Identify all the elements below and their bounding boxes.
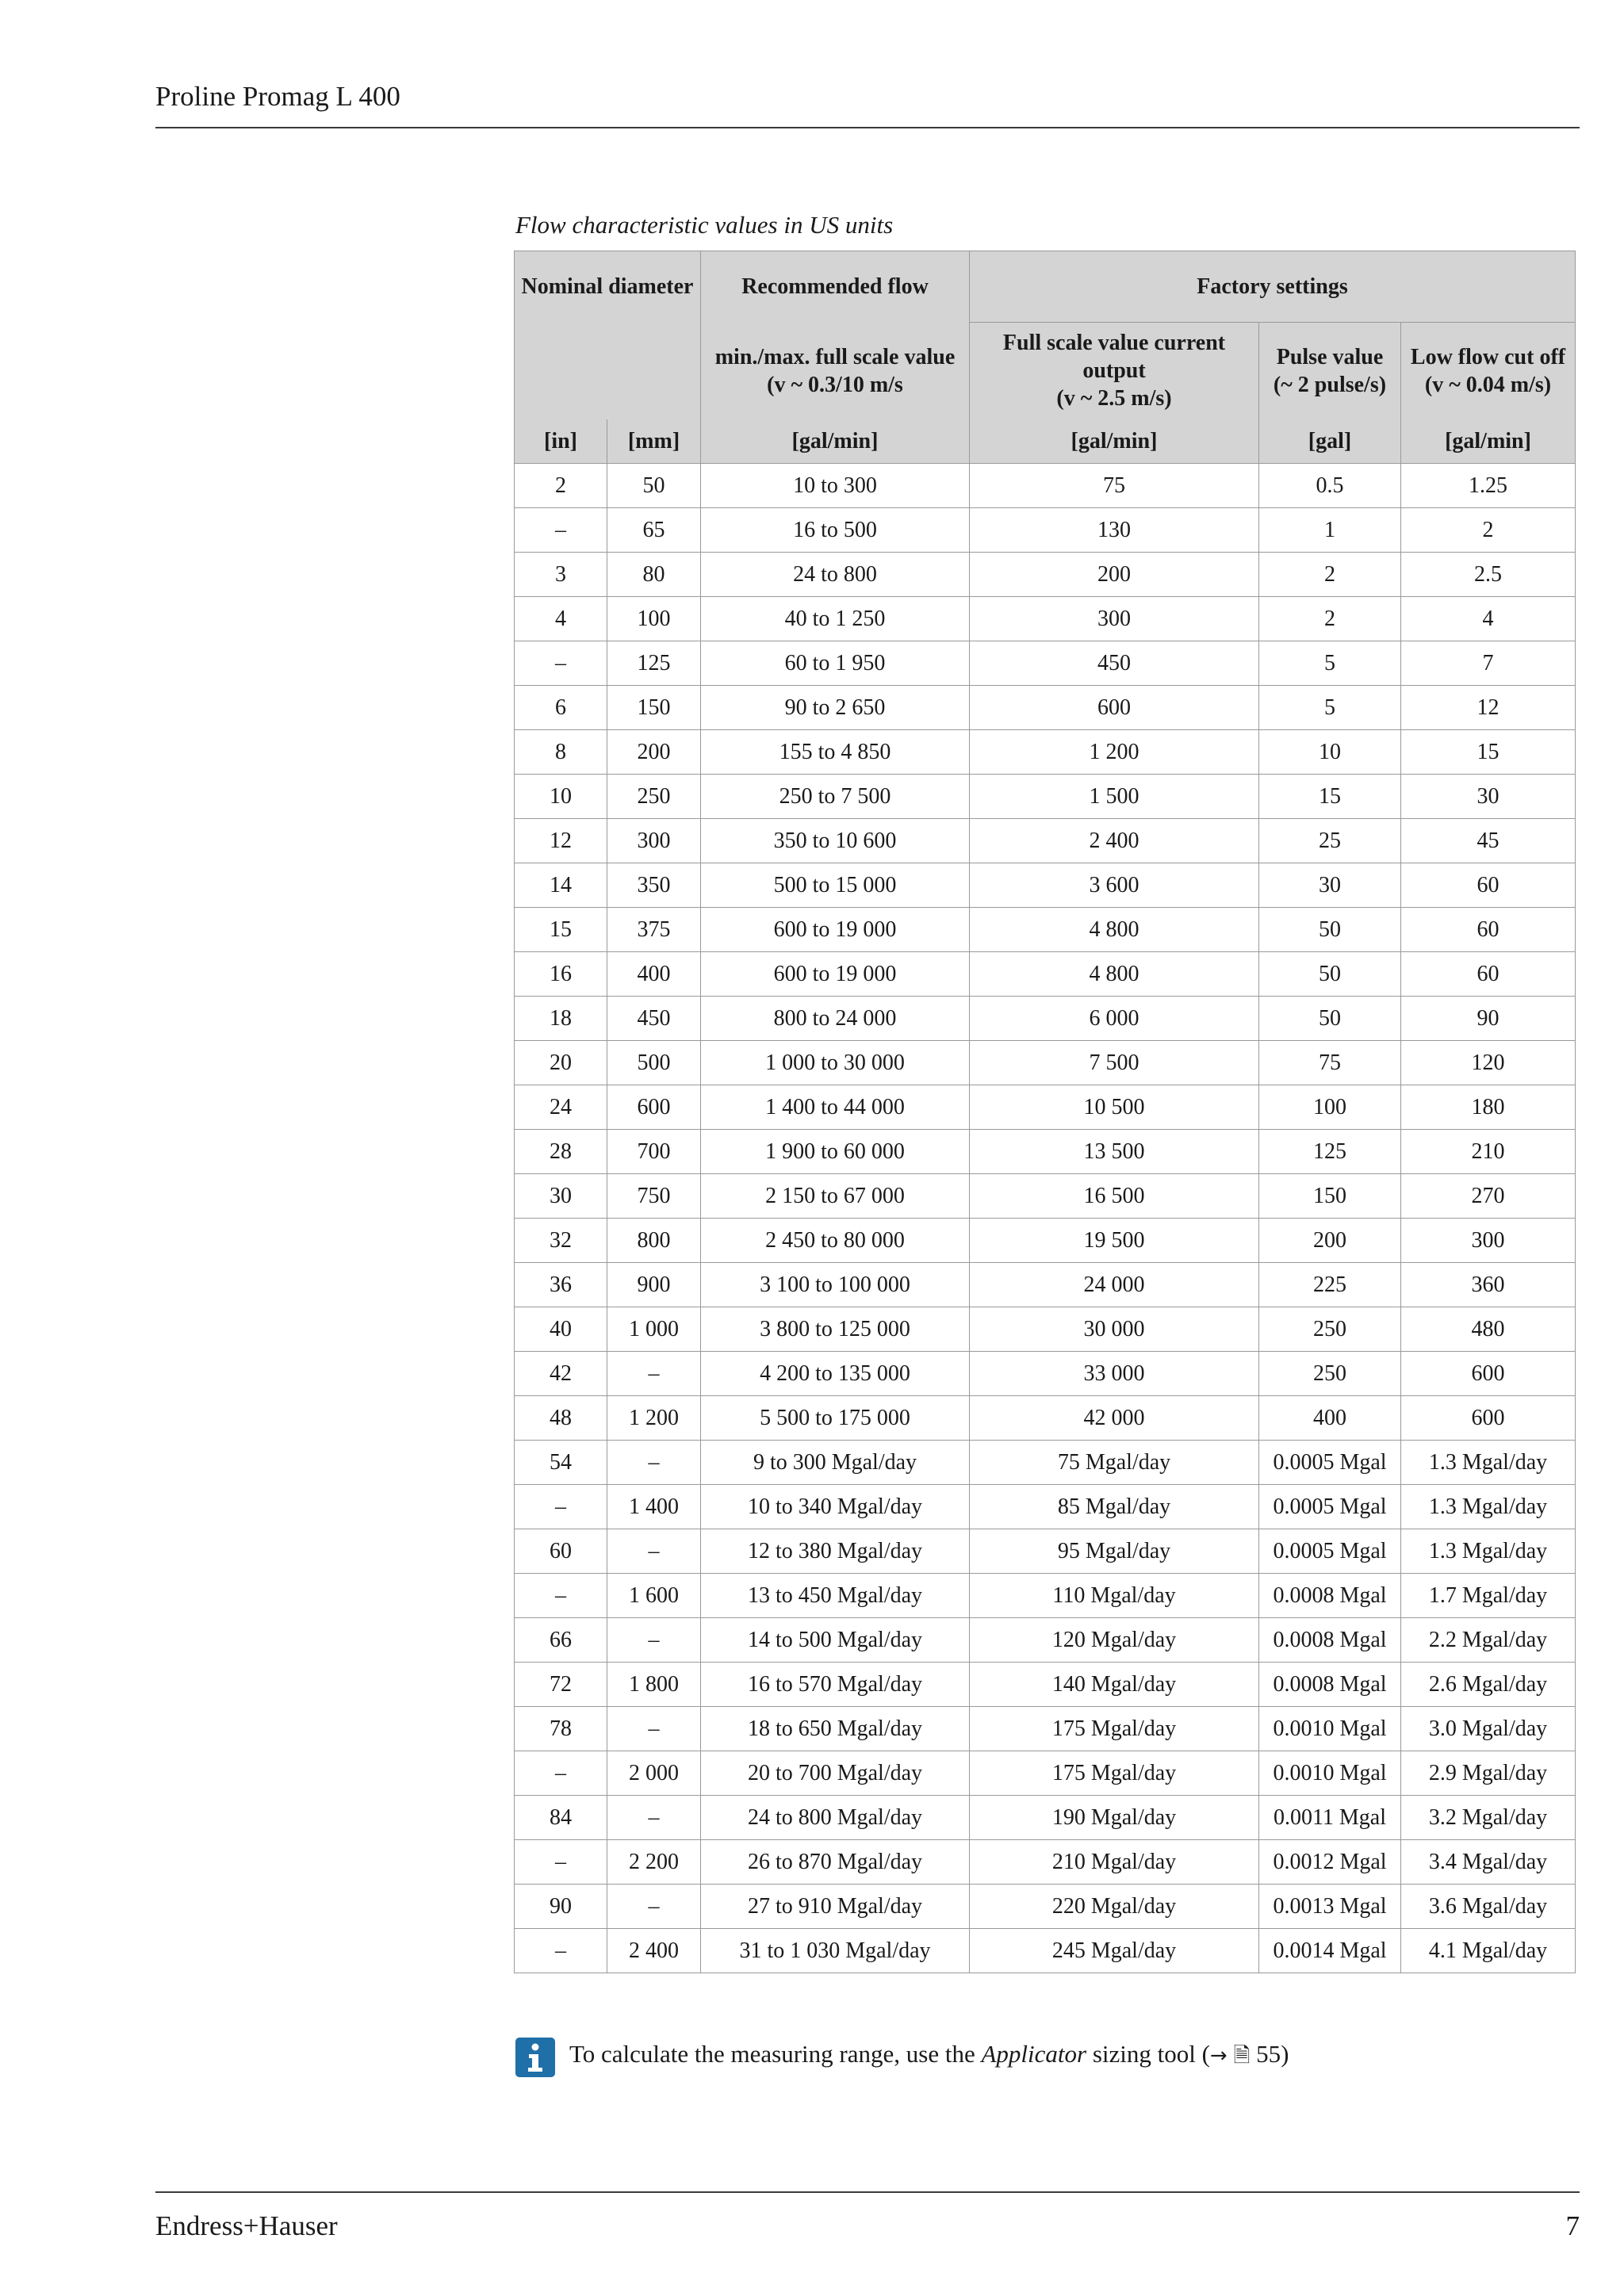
cell-nominal-in: 60 <box>515 1529 607 1574</box>
info-icon-glyph <box>522 2042 549 2072</box>
cell-full-scale-range: 24 to 800 Mgal/day <box>701 1796 970 1840</box>
cell-nominal-mm: 1 000 <box>607 1307 701 1352</box>
cell-low-flow-cutoff: 90 <box>1401 997 1576 1041</box>
cell-nominal-in: 54 <box>515 1441 607 1485</box>
info-icon <box>515 2038 555 2077</box>
cell-full-scale-range: 10 to 300 <box>701 464 970 508</box>
cell-low-flow-cutoff: 1.3 Mgal/day <box>1401 1485 1576 1529</box>
table-row <box>515 641 1576 686</box>
cell-nominal-mm: – <box>607 1618 701 1663</box>
cell-low-flow-cutoff: 3.0 Mgal/day <box>1401 1707 1576 1751</box>
table-row <box>515 1041 1576 1085</box>
cell-nominal-in: 36 <box>515 1263 607 1307</box>
cell-low-flow-cutoff: 3.2 Mgal/day <box>1401 1796 1576 1840</box>
cell-nominal-in: 14 <box>515 863 607 908</box>
cell-nominal-mm: 800 <box>607 1219 701 1263</box>
cell-full-scale-current: 30 000 <box>970 1307 1259 1352</box>
cell-nominal-in: 16 <box>515 952 607 997</box>
cell-full-scale-current: 450 <box>970 641 1259 686</box>
cell-full-scale-current: 75 <box>970 464 1259 508</box>
cell-nominal-mm: 65 <box>607 508 701 553</box>
cell-pulse-value: 2 <box>1259 553 1401 597</box>
cell-nominal-in: 2 <box>515 464 607 508</box>
note-after: sizing tool ( <box>1086 2039 1210 2068</box>
cell-pulse-value: 150 <box>1259 1174 1401 1219</box>
cell-nominal-in: 18 <box>515 997 607 1041</box>
cell-full-scale-range: 20 to 700 Mgal/day <box>701 1751 970 1796</box>
cell-pulse-value: 0.5 <box>1259 464 1401 508</box>
cell-low-flow-cutoff: 3.6 Mgal/day <box>1401 1885 1576 1929</box>
cell-full-scale-range: 12 to 380 Mgal/day <box>701 1529 970 1574</box>
cell-pulse-value: 5 <box>1259 686 1401 730</box>
cell-full-scale-range: 14 to 500 Mgal/day <box>701 1618 970 1663</box>
th-pulse-label: Pulse value <box>1276 344 1384 369</box>
cell-pulse-value: 225 <box>1259 1263 1401 1307</box>
cell-nominal-in: 90 <box>515 1885 607 1929</box>
cell-full-scale-current: 7 500 <box>970 1041 1259 1085</box>
cell-low-flow-cutoff: 2 <box>1401 508 1576 553</box>
cell-nominal-mm: 450 <box>607 997 701 1041</box>
table-body <box>515 464 1576 1973</box>
cell-full-scale-current: 120 Mgal/day <box>970 1618 1259 1663</box>
footer-rule <box>155 2191 1580 2193</box>
table-row <box>515 1219 1576 1263</box>
cell-low-flow-cutoff: 1.25 <box>1401 464 1576 508</box>
cell-low-flow-cutoff: 2.6 Mgal/day <box>1401 1663 1576 1707</box>
cell-pulse-value: 15 <box>1259 775 1401 819</box>
table-row <box>515 1796 1576 1840</box>
cell-nominal-in: 12 <box>515 819 607 863</box>
cell-low-flow-cutoff: 1.3 Mgal/day <box>1401 1529 1576 1574</box>
th-unit-mm: [mm] <box>607 419 701 464</box>
footer-page-number: 7 <box>1565 2210 1580 2241</box>
cell-full-scale-range: 16 to 570 Mgal/day <box>701 1663 970 1707</box>
cell-nominal-mm: – <box>607 1352 701 1396</box>
th-unit-pulse: [gal] <box>1259 419 1401 464</box>
cell-low-flow-cutoff: 60 <box>1401 863 1576 908</box>
cell-nominal-mm: – <box>607 1529 701 1574</box>
cell-nominal-mm: 1 400 <box>607 1485 701 1529</box>
cell-nominal-mm: 400 <box>607 952 701 997</box>
cell-full-scale-range: 500 to 15 000 <box>701 863 970 908</box>
table-row <box>515 908 1576 952</box>
th-minmax-label: min./max. full scale value <box>714 344 956 369</box>
table-row <box>515 1441 1576 1485</box>
cell-full-scale-range: 155 to 4 850 <box>701 730 970 775</box>
cell-nominal-mm: 700 <box>607 1130 701 1174</box>
cell-nominal-in: – <box>515 1929 607 1973</box>
cell-nominal-in: 3 <box>515 553 607 597</box>
cell-full-scale-range: 13 to 450 Mgal/day <box>701 1574 970 1618</box>
th-pulse-rate: (~ 2 pulse/s) <box>1273 372 1387 397</box>
cell-full-scale-current: 600 <box>970 686 1259 730</box>
note-before: To calculate the measuring range, use the <box>569 2039 982 2068</box>
cell-full-scale-range: 31 to 1 030 Mgal/day <box>701 1929 970 1973</box>
cell-nominal-in: 48 <box>515 1396 607 1441</box>
cell-nominal-mm: – <box>607 1885 701 1929</box>
th-unit-in: [in] <box>515 419 607 464</box>
cell-nominal-in: 20 <box>515 1041 607 1085</box>
cell-nominal-mm: 1 800 <box>607 1663 701 1707</box>
cell-full-scale-current: 110 Mgal/day <box>970 1574 1259 1618</box>
cell-pulse-value: 0.0010 Mgal <box>1259 1751 1401 1796</box>
cell-low-flow-cutoff: 7 <box>1401 641 1576 686</box>
cell-nominal-mm: 250 <box>607 775 701 819</box>
cell-pulse-value: 0.0005 Mgal <box>1259 1441 1401 1485</box>
cell-pulse-value: 75 <box>1259 1041 1401 1085</box>
cell-full-scale-range: 250 to 7 500 <box>701 775 970 819</box>
th-lowflow <box>1401 323 1576 419</box>
th-lowflow-velocity: (v ~ 0.04 m/s) <box>1424 372 1552 397</box>
th-unit-fullscale: [gal/min] <box>970 419 1259 464</box>
cell-nominal-mm: 2 400 <box>607 1929 701 1973</box>
table-row <box>515 1307 1576 1352</box>
cell-low-flow-cutoff: 210 <box>1401 1130 1576 1174</box>
th-lowflow-label: Low flow cut off <box>1410 344 1566 369</box>
cell-low-flow-cutoff: 4 <box>1401 597 1576 641</box>
table-row <box>515 1396 1576 1441</box>
cell-pulse-value: 0.0008 Mgal <box>1259 1618 1401 1663</box>
cell-nominal-mm: 900 <box>607 1263 701 1307</box>
cell-nominal-mm: 50 <box>607 464 701 508</box>
th-factory-settings: Factory settings <box>970 251 1576 323</box>
cell-nominal-in: – <box>515 1840 607 1885</box>
cell-full-scale-range: 26 to 870 Mgal/day <box>701 1840 970 1885</box>
cell-pulse-value: 0.0010 Mgal <box>1259 1707 1401 1751</box>
cell-nominal-mm: 2 000 <box>607 1751 701 1796</box>
cell-low-flow-cutoff: 12 <box>1401 686 1576 730</box>
cell-full-scale-range: 10 to 340 Mgal/day <box>701 1485 970 1529</box>
cell-nominal-in: 32 <box>515 1219 607 1263</box>
cell-full-scale-current: 245 Mgal/day <box>970 1929 1259 1973</box>
table-row <box>515 1529 1576 1574</box>
table-row <box>515 1751 1576 1796</box>
th-recommended-flow: Recommended flow <box>701 251 970 323</box>
cell-full-scale-range: 2 150 to 67 000 <box>701 1174 970 1219</box>
cell-full-scale-current: 300 <box>970 597 1259 641</box>
cell-full-scale-current: 190 Mgal/day <box>970 1796 1259 1840</box>
cell-nominal-mm: 350 <box>607 863 701 908</box>
th-pulse <box>1259 323 1401 419</box>
cell-nominal-in: 42 <box>515 1352 607 1396</box>
cell-full-scale-current: 19 500 <box>970 1219 1259 1263</box>
cell-full-scale-range: 1 400 to 44 000 <box>701 1085 970 1130</box>
cell-nominal-mm: 1 200 <box>607 1396 701 1441</box>
cell-full-scale-range: 800 to 24 000 <box>701 997 970 1041</box>
th-fullscale <box>970 323 1259 419</box>
cell-low-flow-cutoff: 2.9 Mgal/day <box>1401 1751 1576 1796</box>
cell-full-scale-current: 200 <box>970 553 1259 597</box>
cell-nominal-in: 30 <box>515 1174 607 1219</box>
cell-pulse-value: 30 <box>1259 863 1401 908</box>
cell-full-scale-current: 175 Mgal/day <box>970 1751 1259 1796</box>
cell-pulse-value: 0.0012 Mgal <box>1259 1840 1401 1885</box>
cell-full-scale-range: 600 to 19 000 <box>701 908 970 952</box>
cell-pulse-value: 200 <box>1259 1219 1401 1263</box>
cell-pulse-value: 10 <box>1259 730 1401 775</box>
cell-full-scale-current: 16 500 <box>970 1174 1259 1219</box>
cell-full-scale-current: 42 000 <box>970 1396 1259 1441</box>
cell-low-flow-cutoff: 180 <box>1401 1085 1576 1130</box>
th-nominal-diameter: Nominal diameter <box>515 251 701 323</box>
cell-full-scale-current: 220 Mgal/day <box>970 1885 1259 1929</box>
cell-full-scale-range: 27 to 910 Mgal/day <box>701 1885 970 1929</box>
table-row <box>515 1618 1576 1663</box>
cell-full-scale-range: 40 to 1 250 <box>701 597 970 641</box>
cell-nominal-mm: 150 <box>607 686 701 730</box>
cell-low-flow-cutoff: 2.5 <box>1401 553 1576 597</box>
cell-full-scale-current: 33 000 <box>970 1352 1259 1396</box>
cell-low-flow-cutoff: 1.3 Mgal/day <box>1401 1441 1576 1485</box>
cell-nominal-mm: – <box>607 1796 701 1840</box>
cell-nominal-in: 4 <box>515 597 607 641</box>
table-head <box>515 251 1576 464</box>
table-caption: Flow characteristic values in US units <box>515 211 894 239</box>
cell-full-scale-current: 4 800 <box>970 908 1259 952</box>
cell-full-scale-current: 1 200 <box>970 730 1259 775</box>
table-row <box>515 775 1576 819</box>
cell-nominal-mm: 200 <box>607 730 701 775</box>
cell-low-flow-cutoff: 2.2 Mgal/day <box>1401 1618 1576 1663</box>
cell-full-scale-current: 75 Mgal/day <box>970 1441 1259 1485</box>
cell-pulse-value: 25 <box>1259 819 1401 863</box>
table-row <box>515 508 1576 553</box>
cell-full-scale-current: 130 <box>970 508 1259 553</box>
cell-nominal-in: 40 <box>515 1307 607 1352</box>
cell-low-flow-cutoff: 60 <box>1401 908 1576 952</box>
table-row <box>515 819 1576 863</box>
cell-nominal-mm: 125 <box>607 641 701 686</box>
cell-low-flow-cutoff: 3.4 Mgal/day <box>1401 1840 1576 1885</box>
th-unit-lowflow: [gal/min] <box>1401 419 1576 464</box>
cell-full-scale-range: 60 to 1 950 <box>701 641 970 686</box>
cell-nominal-mm: 2 200 <box>607 1840 701 1885</box>
th-fullscale-velocity: (v ~ 2.5 m/s) <box>1056 386 1172 411</box>
cell-pulse-value: 50 <box>1259 952 1401 997</box>
cell-full-scale-range: 90 to 2 650 <box>701 686 970 730</box>
cell-full-scale-current: 24 000 <box>970 1263 1259 1307</box>
cell-nominal-mm: – <box>607 1441 701 1485</box>
cell-nominal-in: 28 <box>515 1130 607 1174</box>
cell-nominal-in: 24 <box>515 1085 607 1130</box>
cell-full-scale-range: 24 to 800 <box>701 553 970 597</box>
table-row <box>515 597 1576 641</box>
cell-low-flow-cutoff: 60 <box>1401 952 1576 997</box>
cell-pulse-value: 0.0005 Mgal <box>1259 1485 1401 1529</box>
th-unit-flow: [gal/min] <box>701 419 970 464</box>
cell-full-scale-range: 16 to 500 <box>701 508 970 553</box>
cell-full-scale-range: 1 900 to 60 000 <box>701 1130 970 1174</box>
table-row <box>515 1130 1576 1174</box>
cell-low-flow-cutoff: 120 <box>1401 1041 1576 1085</box>
cell-nominal-mm: 375 <box>607 908 701 952</box>
cell-low-flow-cutoff: 15 <box>1401 730 1576 775</box>
table-row <box>515 1840 1576 1885</box>
cell-full-scale-range: 1 000 to 30 000 <box>701 1041 970 1085</box>
cell-pulse-value: 0.0013 Mgal <box>1259 1885 1401 1929</box>
cell-full-scale-current: 6 000 <box>970 997 1259 1041</box>
cell-full-scale-current: 13 500 <box>970 1130 1259 1174</box>
cell-pulse-value: 0.0014 Mgal <box>1259 1929 1401 1973</box>
table-row <box>515 1663 1576 1707</box>
note-text <box>569 2040 1289 2076</box>
table-row <box>515 1574 1576 1618</box>
cell-nominal-in: – <box>515 508 607 553</box>
cell-nominal-mm: 1 600 <box>607 1574 701 1618</box>
cell-pulse-value: 50 <box>1259 997 1401 1041</box>
cell-full-scale-range: 3 800 to 125 000 <box>701 1307 970 1352</box>
th-fullscale-label: Full scale value current output <box>1002 331 1226 384</box>
table-row <box>515 1707 1576 1751</box>
cell-low-flow-cutoff: 45 <box>1401 819 1576 863</box>
cell-full-scale-current: 1 500 <box>970 775 1259 819</box>
cell-nominal-in: 15 <box>515 908 607 952</box>
cell-pulse-value: 250 <box>1259 1352 1401 1396</box>
note-tool-name: Applicator <box>981 2039 1087 2068</box>
table-row <box>515 1352 1576 1396</box>
cell-low-flow-cutoff: 30 <box>1401 775 1576 819</box>
cell-pulse-value: 400 <box>1259 1396 1401 1441</box>
table-row <box>515 553 1576 597</box>
header-rule <box>155 127 1580 128</box>
cell-full-scale-current: 95 Mgal/day <box>970 1529 1259 1574</box>
cell-pulse-value: 0.0005 Mgal <box>1259 1529 1401 1574</box>
cell-full-scale-current: 210 Mgal/day <box>970 1840 1259 1885</box>
cell-full-scale-range: 18 to 650 Mgal/day <box>701 1707 970 1751</box>
cell-nominal-mm: 100 <box>607 597 701 641</box>
page-reference-icon: 🗎 <box>1233 2043 1251 2068</box>
cell-nominal-mm: – <box>607 1707 701 1751</box>
cell-nominal-in: 8 <box>515 730 607 775</box>
info-note <box>515 2038 1289 2077</box>
cell-pulse-value: 0.0011 Mgal <box>1259 1796 1401 1840</box>
table-row <box>515 730 1576 775</box>
cell-nominal-mm: 300 <box>607 819 701 863</box>
cell-full-scale-range: 4 200 to 135 000 <box>701 1352 970 1396</box>
cell-pulse-value: 250 <box>1259 1307 1401 1352</box>
cell-pulse-value: 2 <box>1259 597 1401 641</box>
table-row <box>515 952 1576 997</box>
cell-pulse-value: 0.0008 Mgal <box>1259 1574 1401 1618</box>
cell-pulse-value: 125 <box>1259 1130 1401 1174</box>
cell-low-flow-cutoff: 360 <box>1401 1263 1576 1307</box>
cell-full-scale-current: 2 400 <box>970 819 1259 863</box>
table-row <box>515 1085 1576 1130</box>
cell-nominal-in: 66 <box>515 1618 607 1663</box>
cell-nominal-in: – <box>515 1485 607 1529</box>
note-page: 55) <box>1250 2039 1289 2068</box>
cell-pulse-value: 5 <box>1259 641 1401 686</box>
th-nominal-blank <box>515 323 701 419</box>
cell-nominal-in: 72 <box>515 1663 607 1707</box>
cell-nominal-mm: 80 <box>607 553 701 597</box>
cell-low-flow-cutoff: 600 <box>1401 1352 1576 1396</box>
header-title: Proline Promag L 400 <box>155 81 400 112</box>
cell-low-flow-cutoff: 4.1 Mgal/day <box>1401 1929 1576 1973</box>
cell-pulse-value: 1 <box>1259 508 1401 553</box>
cell-full-scale-range: 600 to 19 000 <box>701 952 970 997</box>
th-minmax <box>701 323 970 419</box>
cell-nominal-in: 78 <box>515 1707 607 1751</box>
table-row <box>515 1174 1576 1219</box>
table-row <box>515 464 1576 508</box>
cell-nominal-in: – <box>515 641 607 686</box>
cell-pulse-value: 50 <box>1259 908 1401 952</box>
cell-low-flow-cutoff: 300 <box>1401 1219 1576 1263</box>
cell-low-flow-cutoff: 600 <box>1401 1396 1576 1441</box>
table-row <box>515 863 1576 908</box>
cell-full-scale-range: 3 100 to 100 000 <box>701 1263 970 1307</box>
cell-full-scale-current: 10 500 <box>970 1085 1259 1130</box>
table-row <box>515 1263 1576 1307</box>
table-row <box>515 686 1576 730</box>
cell-nominal-mm: 500 <box>607 1041 701 1085</box>
cell-full-scale-range: 5 500 to 175 000 <box>701 1396 970 1441</box>
cell-pulse-value: 100 <box>1259 1085 1401 1130</box>
flow-table <box>514 251 1576 1973</box>
cell-nominal-in: 10 <box>515 775 607 819</box>
cell-full-scale-current: 175 Mgal/day <box>970 1707 1259 1751</box>
cell-nominal-mm: 750 <box>607 1174 701 1219</box>
cell-low-flow-cutoff: 480 <box>1401 1307 1576 1352</box>
footer-brand: Endress+Hauser <box>155 2210 338 2241</box>
cell-full-scale-current: 85 Mgal/day <box>970 1485 1259 1529</box>
cell-full-scale-range: 2 450 to 80 000 <box>701 1219 970 1263</box>
cell-nominal-mm: 600 <box>607 1085 701 1130</box>
table-row <box>515 1885 1576 1929</box>
th-minmax-velocity: (v ~ 0.3/10 m/s <box>767 372 903 397</box>
cell-full-scale-current: 3 600 <box>970 863 1259 908</box>
arrow-right-icon: → <box>1209 2043 1228 2068</box>
cell-full-scale-range: 9 to 300 Mgal/day <box>701 1441 970 1485</box>
table-row <box>515 1929 1576 1973</box>
cell-low-flow-cutoff: 270 <box>1401 1174 1576 1219</box>
cell-pulse-value: 0.0008 Mgal <box>1259 1663 1401 1707</box>
table-row <box>515 1485 1576 1529</box>
cell-full-scale-current: 4 800 <box>970 952 1259 997</box>
cell-nominal-in: – <box>515 1574 607 1618</box>
cell-nominal-in: 6 <box>515 686 607 730</box>
cell-nominal-in: – <box>515 1751 607 1796</box>
cell-low-flow-cutoff: 1.7 Mgal/day <box>1401 1574 1576 1618</box>
table-row <box>515 997 1576 1041</box>
cell-full-scale-current: 140 Mgal/day <box>970 1663 1259 1707</box>
cell-nominal-in: 84 <box>515 1796 607 1840</box>
cell-full-scale-range: 350 to 10 600 <box>701 819 970 863</box>
